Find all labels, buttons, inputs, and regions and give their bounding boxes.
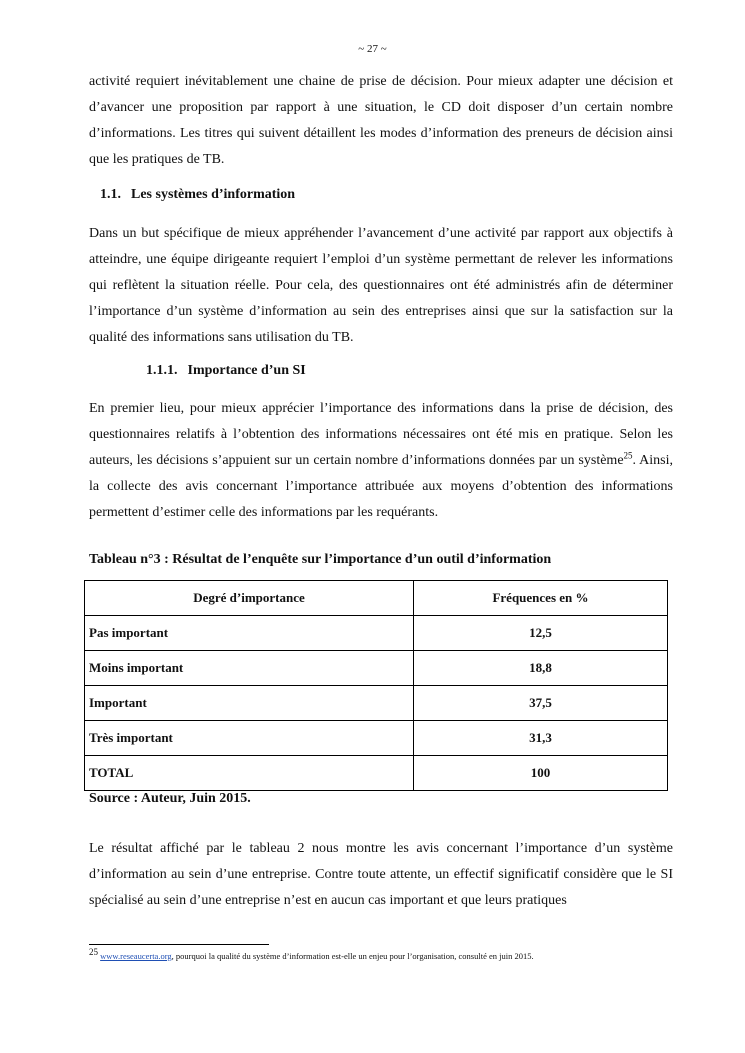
row-label: Moins important bbox=[85, 651, 414, 686]
table-source: Source : Auteur, Juin 2015. bbox=[89, 791, 251, 806]
footnote-reference: 25 bbox=[623, 450, 633, 461]
subsection-title: Importance d’un SI bbox=[187, 363, 306, 378]
row-label: Pas important bbox=[85, 616, 414, 651]
closing-paragraph: Le résultat affiché par le tableau 2 nous montre les avis concernant l’importance d’un système d’information au sein d’une entreprise. Contre toute attente, un effectif significatif considère que le SI spécialisé au sein d’une entreprise n’est en aucun cas important et que leurs pratiques bbox=[89, 841, 673, 908]
column-header-frequency: Fréquences en % bbox=[414, 581, 668, 616]
subsection-heading bbox=[146, 363, 306, 379]
row-value: 18,8 bbox=[414, 651, 668, 686]
page-number: ~ 27 ~ bbox=[358, 43, 387, 55]
table-caption: Tableau n°3 : Résultat de l’enquête sur l’importance d’un outil d’information bbox=[89, 552, 552, 567]
subsection-paragraph bbox=[89, 396, 673, 526]
row-value: 31,3 bbox=[414, 721, 668, 756]
subsection-paragraph-continuation: . Ainsi, la collecte des avis concernant l’importance attribuée aux moyens d’obtention des informations permettent d’estimer celle des informations par les requérants. bbox=[89, 453, 673, 520]
section-heading bbox=[100, 187, 295, 203]
subsection-number: 1.1.1. bbox=[146, 363, 178, 378]
row-value: 100 bbox=[414, 756, 668, 791]
table-row-total bbox=[85, 756, 668, 791]
table-row bbox=[85, 686, 668, 721]
row-label: Important bbox=[85, 686, 414, 721]
subsection-paragraph-text: En premier lieu, pour mieux apprécier l’importance des informations dans la prise de décision, des questionnaires relatifs à l’obtention des informations nécessaires ont été mis en pratique. Selon les auteurs, les décisions s’appuient sur un certain nombre d’informations données par un système bbox=[89, 401, 673, 468]
row-label: Très important bbox=[85, 721, 414, 756]
importance-table bbox=[84, 580, 668, 791]
column-header-degree: Degré d’importance bbox=[85, 581, 414, 616]
section-number: 1.1. bbox=[100, 187, 121, 202]
table-row bbox=[85, 616, 668, 651]
table-row bbox=[85, 721, 668, 756]
table-row bbox=[85, 651, 668, 686]
row-value: 12,5 bbox=[414, 616, 668, 651]
section-paragraph: Dans un but spécifique de mieux appréhender l’avancement d’une activité par rapport aux objectifs à atteindre, une équipe dirigeante requiert l’emploi d’un système permettant de relever les informations qui reflètent la situation réelle. Pour cela, des questionnaires ont été administrés afin de déterminer l’importance d’un système d’information au sein des entreprises ainsi que sur la satisfaction sur la qualité des informations sans utilisation du TB. bbox=[89, 226, 673, 345]
table-header-row bbox=[85, 581, 668, 616]
footnote-link[interactable]: www.reseaucerta.org bbox=[100, 951, 172, 961]
intro-paragraph: activité requiert inévitablement une chaine de prise de décision. Pour mieux adapter une décision et d’avancer une proposition par rapport à une situation, le CD doit disposer d’un certain nombre d’informations. Les titres qui suivent détaillent les modes d’information des preneurs de décision ainsi que les pratiques de TB. bbox=[89, 74, 673, 167]
footnote bbox=[89, 947, 534, 961]
footnote-number: 25 bbox=[89, 947, 98, 958]
row-label: TOTAL bbox=[85, 756, 414, 791]
footnote-divider bbox=[89, 944, 269, 945]
footnote-text: , pourquoi la qualité du système d’information est-elle un enjeu pour l’organisation, consulté en juin 2015. bbox=[171, 951, 534, 961]
section-title: Les systèmes d’information bbox=[131, 187, 296, 202]
row-value: 37,5 bbox=[414, 686, 668, 721]
